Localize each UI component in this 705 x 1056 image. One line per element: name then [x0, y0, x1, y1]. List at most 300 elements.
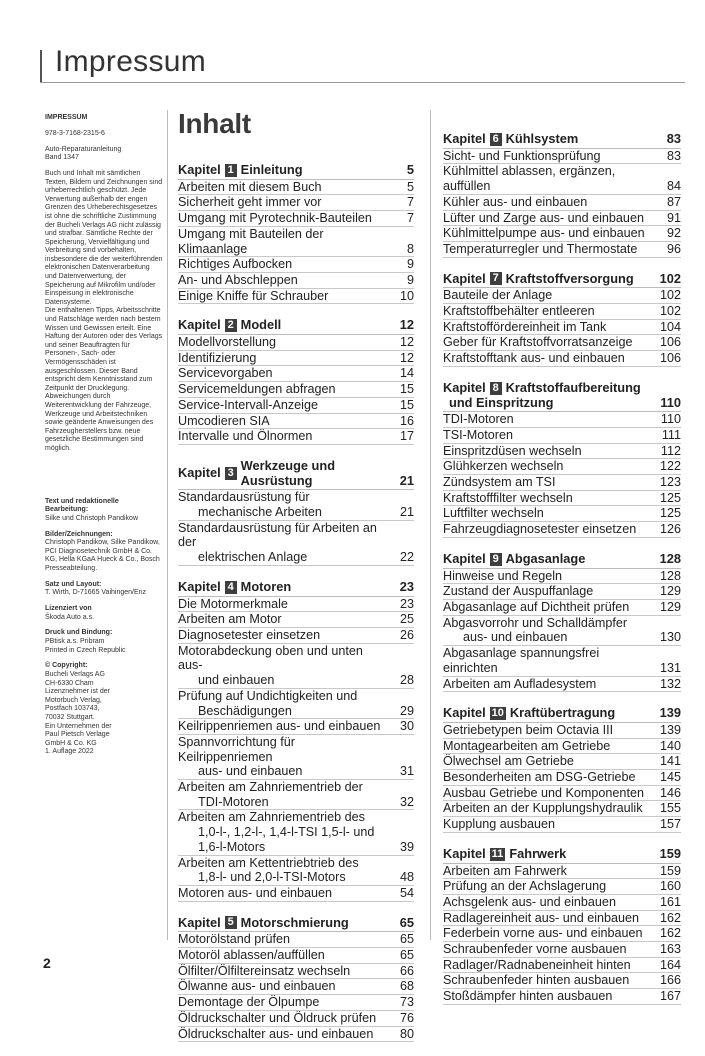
toc-entry-text	[178, 995, 392, 1010]
toc-entry	[178, 227, 414, 257]
toc-entry-title: TSI-Motoren	[443, 427, 513, 442]
toc-entry-title: Motoröl ablassen/auffüllen	[178, 948, 325, 963]
toc-entry-text	[443, 723, 659, 738]
toc-entry-page: 140	[659, 738, 681, 753]
toc-entry-title: Schraubenfeder hinten ausbauen	[443, 973, 630, 988]
chapter-page: 159	[659, 845, 681, 861]
toc-column-right	[443, 108, 681, 1019]
chapter-title: Kraftstoffaufbereitung	[505, 379, 641, 395]
toc-entry	[443, 288, 681, 304]
toc-entry-text	[178, 195, 392, 210]
chapter-heading	[178, 163, 414, 180]
toc-entry-page: 39	[399, 839, 414, 854]
toc-entry-page: 10	[399, 288, 414, 303]
chapter-number-badge: 6	[490, 133, 502, 146]
toc-entry-text	[178, 521, 392, 565]
toc-entry-continued: 1,0-l-, 1,2-l-, 1,4-l-TSI 1,5-l- und	[198, 825, 375, 840]
toc-entry-text	[443, 973, 659, 988]
chapter-word: Kapitel	[443, 379, 486, 395]
toc-entry	[178, 689, 414, 719]
toc-entry-title: Sicht- und Funktionsprüfung	[443, 148, 601, 163]
chapter-page: 5	[406, 162, 414, 177]
toc-entry-text	[443, 195, 659, 210]
toc-entry	[443, 304, 681, 320]
toc-entry-page: 7	[406, 211, 414, 226]
toc-entry-text	[178, 719, 392, 734]
toc-entry-title: Bauteile der Anlage	[443, 288, 553, 303]
chapter-number-badge: 8	[490, 382, 502, 395]
toc-entry-page: 104	[659, 319, 681, 334]
toc-entry-page: 29	[399, 703, 414, 718]
toc-entry-title: Öldruckschalter aus- und einbauen	[178, 1026, 374, 1041]
chapter-heading	[178, 318, 414, 335]
toc-entry-text	[443, 242, 659, 257]
imprint-copy-line: Motorbuch Verlag,	[45, 696, 102, 704]
toc-entry-text	[178, 257, 392, 272]
toc-chapter-7	[443, 272, 681, 367]
toc-entry	[443, 320, 681, 336]
toc-entry	[443, 428, 681, 444]
toc-entry-text	[443, 958, 659, 973]
toc-entry-page: 112	[660, 443, 681, 458]
toc-entry	[178, 490, 414, 520]
toc-entry	[178, 521, 414, 566]
chapter-title-continued: und Einspritzung	[449, 394, 554, 410]
toc-entry-title: Abgasanlage spannungsfrei einrichten	[443, 646, 600, 675]
toc-entry-page: 159	[659, 863, 681, 878]
toc-entry-title: Motoren aus- und einbauen	[178, 885, 333, 900]
imprint-layout-credit	[45, 581, 163, 598]
chapter-heading	[178, 580, 414, 597]
chapter-word: Kapitel	[443, 131, 486, 146]
toc-entry	[443, 459, 681, 475]
toc-entry-text	[443, 164, 659, 193]
chapter-title-group	[443, 552, 585, 567]
toc-entry	[178, 351, 414, 367]
toc-entry-text	[443, 288, 659, 303]
toc-entry-title: Modellvorstellung	[178, 335, 277, 350]
toc-entry	[178, 273, 414, 289]
toc-entry-title: Ölfilter/Ölfiltereinsatz wechseln	[178, 963, 351, 978]
toc-entry-title: Prüfung an der Achslagerung	[443, 879, 607, 894]
toc-entry-title: Kraftstofffilter wechseln	[443, 490, 573, 505]
toc-entry-page: 21	[399, 505, 414, 520]
toc-entry-page: 22	[399, 550, 414, 565]
toc-entry	[443, 723, 681, 739]
toc-entry-title: Servicevorgaben	[178, 366, 273, 381]
toc-entry	[178, 597, 414, 613]
toc-chapter-10	[443, 706, 681, 833]
toc-entry-page: 139	[659, 722, 681, 737]
toc-entry-continued: und einbauen	[198, 673, 275, 688]
toc-entry-continued: TDI-Motoren	[198, 794, 269, 809]
toc-entry-title: Kühlmittelpumpe aus- und einbauen	[443, 226, 645, 241]
chapter-title-group	[443, 272, 634, 287]
chapter-heading	[443, 706, 681, 723]
toc-entry	[178, 414, 414, 430]
chapter-number-badge: 2	[225, 319, 237, 332]
toc-entry-text	[443, 600, 659, 615]
column-divider-right	[430, 110, 431, 940]
toc-entry-page: 122	[659, 459, 681, 474]
toc-entry-text	[178, 211, 392, 226]
toc-entry-title: Umgang mit Pyrotechnik-Bauteilen	[178, 211, 372, 226]
chapter-number-badge: 10	[491, 707, 504, 720]
toc-entry	[178, 735, 414, 780]
toc-entry	[443, 801, 681, 817]
toc-entry-page: 7	[406, 195, 414, 210]
toc-entry	[178, 856, 414, 886]
toc-entry-title: Arbeiten am Fahrwerk	[443, 863, 567, 878]
toc-entry-page: 84	[666, 179, 681, 194]
toc-entry	[443, 958, 681, 974]
toc-entry-title: Kupplung ausbauen	[443, 817, 556, 832]
imprint-print-credit	[45, 629, 163, 655]
toc-entry-text	[178, 979, 392, 994]
toc-entry	[178, 886, 414, 902]
chapter-title-group	[443, 847, 566, 862]
chapter-title-block	[443, 847, 566, 862]
toc-entry	[178, 612, 414, 628]
imprint-copy-credit	[45, 662, 163, 757]
toc-entry-text	[443, 677, 659, 692]
toc-left-list	[178, 163, 414, 1042]
chapter-number-badge: 1	[225, 164, 237, 177]
toc-entry-title: Prüfung auf Undichtigkeiten und	[178, 688, 358, 703]
chapter-page: 128	[659, 550, 681, 566]
toc-chapter-9	[443, 552, 681, 692]
chapter-heading	[443, 272, 681, 289]
chapter-heading	[443, 381, 681, 412]
toc-entry-title: Stoßdämpfer hinten ausbauen	[443, 989, 613, 1004]
toc-entry-text	[178, 886, 392, 901]
imprint-isbn: 978-3-7168-2315-6	[45, 129, 105, 137]
toc-entry-page: 23	[399, 596, 414, 611]
chapter-word: Kapitel	[178, 317, 221, 333]
imprint-license-value: Škoda Auto a.s.	[45, 613, 95, 621]
chapter-title-group	[178, 916, 349, 931]
toc-entry-text	[178, 628, 392, 643]
toc-entry-text	[443, 739, 659, 754]
chapter-number-badge: 7	[490, 272, 502, 285]
toc-entry	[443, 739, 681, 755]
toc-entry-page: 141	[659, 754, 681, 769]
toc-chapter-8	[443, 381, 681, 538]
toc-entry	[443, 646, 681, 676]
toc-entry-title: Radlagereinheit aus- und einbauen	[443, 910, 640, 925]
chapter-title-block	[443, 272, 634, 287]
toc-entry-title: Arbeiten am Kettentriebtrieb des	[178, 855, 359, 870]
toc-entry-title: Montagearbeiten am Getriebe	[443, 738, 611, 753]
chapter-page: 110	[660, 394, 681, 410]
toc-entry-text	[443, 475, 659, 490]
toc-entry-title: Intervalle und Ölnormen	[178, 429, 313, 444]
chapter-title: Fahrwerk	[509, 845, 567, 861]
chapter-title: Kühlsystem	[505, 131, 579, 146]
chapter-title: Einleitung	[240, 162, 303, 177]
toc-entry	[178, 932, 414, 948]
toc-entry-text	[178, 180, 392, 195]
imprint-layout-label: Satz und Layout:	[45, 580, 102, 588]
toc-entry-text	[178, 490, 392, 519]
imprint-images-label: Bilder/Zeichnungen:	[45, 530, 113, 538]
toc-entry-page: 54	[399, 885, 414, 900]
chapter-title-block	[178, 318, 281, 333]
toc-entry-text	[178, 964, 392, 979]
toc-entry	[443, 895, 681, 911]
imprint-copy-line: Paul Pietsch Verlage	[45, 731, 110, 739]
toc-entry-page: 92	[666, 226, 681, 241]
toc-entry	[178, 429, 414, 445]
toc-chapter-1	[178, 163, 414, 304]
toc-entry-title: Demontage der Ölpumpe	[178, 995, 320, 1010]
toc-entry-page: 110	[660, 412, 681, 427]
toc-entry-text	[443, 459, 659, 474]
imprint-series	[45, 146, 163, 163]
toc-entry-page: 65	[399, 948, 414, 963]
imprint-print-value1: PBtisk a.s. Pribram	[45, 638, 105, 645]
toc-entry-text	[443, 801, 659, 816]
chapter-word: Kapitel	[443, 270, 486, 286]
toc-entry-page: 96	[666, 241, 681, 256]
toc-entry-text	[443, 616, 659, 645]
toc-entry	[178, 335, 414, 351]
toc-entry	[443, 989, 681, 1005]
chapter-title-block	[443, 552, 585, 567]
toc-entry-text	[178, 382, 392, 397]
imprint-heading: IMPRESSUM	[45, 114, 88, 121]
toc-entry-page: 160	[659, 879, 681, 894]
toc-entry-text	[443, 770, 659, 785]
imprint-copy-line: GmbH & Co. KG	[45, 739, 97, 747]
imprint-images-value: Christoph Pandikow, Silke Pandikow, PCI Diagnosetechnik GmbH & Co. KG, Hella KGaA Hueck & Co., Bosch Presseabteilung.	[45, 539, 160, 572]
toc-entry-text	[178, 1011, 392, 1026]
toc-entry-page: 146	[659, 785, 681, 800]
chapter-title-block	[178, 580, 291, 595]
toc-entry-text	[178, 735, 392, 779]
toc-entry-title: Öldruckschalter und Öldruck prüfen	[178, 1010, 377, 1025]
chapter-title: Kraftstoffversorgung	[505, 270, 634, 286]
toc-entry-title: Geber für Kraftstoffvorratsanzeige	[443, 335, 633, 350]
toc-entry-page: 15	[399, 382, 414, 397]
toc-entry-title: Ausbau Getriebe und Komponenten	[443, 785, 644, 800]
toc-entry-text	[443, 412, 659, 427]
toc-entry	[178, 195, 414, 211]
toc-entry-title: Umcodieren SIA	[178, 413, 270, 428]
toc-entry	[443, 164, 681, 194]
imprint-copy-line: 70032 Stuttgart.	[45, 713, 95, 721]
chapter-number-badge: 4	[225, 581, 237, 594]
toc-entry-title: Die Motormerkmale	[178, 596, 288, 611]
toc-entry-page: 161	[659, 894, 681, 909]
toc-entry-page: 145	[659, 770, 681, 785]
toc-entry-title: Kühlmittel ablassen, ergänzen, auffüllen	[443, 164, 616, 194]
toc-entry-title: Hinweise und Regeln	[443, 568, 563, 583]
chapter-number-badge: 5	[225, 916, 237, 929]
toc-entry-title: Besonderheiten am DSG-Getriebe	[443, 770, 636, 785]
toc-entry-text	[178, 273, 392, 288]
chapter-page: 65	[399, 914, 414, 930]
toc-entry-title: Ölwechsel am Getriebe	[443, 754, 574, 769]
toc-entry-title: Arbeiten am Aufladesystem	[443, 676, 597, 691]
toc-entry-page: 163	[659, 942, 681, 957]
toc-entry-page: 5	[406, 179, 414, 194]
toc-chapter-2	[178, 318, 414, 445]
toc-entry-page: 131	[659, 660, 681, 675]
toc-entry-title: TDI-Motoren	[443, 412, 514, 427]
toc-entry-page: 48	[399, 870, 414, 885]
toc-entry-text	[443, 491, 659, 506]
toc-entry-page: 65	[399, 932, 414, 947]
toc-entry-text	[178, 227, 392, 256]
toc-entry-title: Richtiges Aufbocken	[178, 257, 293, 272]
toc-entry-title: Temperaturregler und Thermostate	[443, 241, 638, 256]
toc-entry-page: 76	[399, 1010, 414, 1025]
toc-entry	[443, 616, 681, 646]
toc-entry	[443, 149, 681, 165]
toc-entry-text	[443, 989, 659, 1004]
toc-entry-page: 80	[399, 1026, 414, 1041]
toc-entry-page: 106	[659, 335, 681, 350]
toc-entry	[443, 506, 681, 522]
toc-entry-page: 26	[399, 627, 414, 642]
toc-entry-title: Ölwanne aus- und einbauen	[178, 979, 336, 994]
imprint-copy-line: Lizenznehmer ist der	[45, 688, 110, 696]
toc-entry-page: 125	[659, 490, 681, 505]
toc-entry-title: Diagnosetester einsetzen	[178, 627, 321, 642]
toc-right-list	[443, 108, 681, 1005]
toc-entry	[443, 926, 681, 942]
toc-entry-page: 157	[659, 817, 681, 832]
toc-entry-text	[443, 335, 659, 350]
toc-entry-continued: Beschädigungen	[198, 703, 292, 718]
chapter-title-group	[178, 459, 400, 488]
toc-entry-title: Service-Intervall-Anzeige	[178, 397, 318, 412]
toc-entry-page: 126	[659, 522, 681, 537]
chapter-number-badge: 3	[225, 467, 237, 480]
toc-entry	[178, 1011, 414, 1027]
toc-chapter-6	[443, 132, 681, 258]
toc-entry	[443, 770, 681, 786]
toc-entry-continued: mechanische Arbeiten	[198, 505, 322, 520]
toc-entry-title: Motorabdeckung oben und unten aus-	[178, 643, 363, 673]
toc-entry-continued: aus- und einbauen	[198, 764, 303, 779]
toc-entry-title: Standardausrüstung für Arbeiten an der	[178, 520, 377, 550]
toc-entry	[443, 942, 681, 958]
toc-entry-page: 129	[659, 599, 681, 614]
chapter-page: 21	[399, 472, 414, 488]
toc-entry-title: Glühkerzen wechseln	[443, 459, 564, 474]
toc-entry-text	[443, 428, 659, 443]
toc-entry-title: Zustand der Auspuffanlage	[443, 584, 594, 599]
toc-entry-page: 14	[399, 366, 414, 381]
imprint-print-value2: Printed in Czech Republic	[45, 646, 126, 654]
imprint-copyright-text: Buch und Inhalt mit sämtlichen Texten, Bildern und Zeichnungen sind urheberrechtlich geschützt. Jede Verwertung außerhalb der engen Grenzen des Urheberechtsgesetzes ist ohne die schriftliche Zustimmung der Bucheli Verlags AG nicht zulässig und strafbar. Sämtliche Rechte der Speicherung, Vervielfältigung und Verbreitung sind vorbehalten, insbesondere die der weiterführenden elektronischen Datenverarbeitung und Datenverwertung, der Speicherung auf Mikrofilm und/oder Einspeisung in elektronische Datensysteme.	[45, 169, 163, 306]
chapter-word: Kapitel	[443, 705, 486, 721]
toc-entry-text	[178, 351, 392, 366]
chapter-word: Kapitel	[178, 914, 221, 930]
toc-entry-page: 102	[659, 304, 681, 319]
toc-entry	[178, 964, 414, 980]
toc-entry-title: Kraftstoffbehälter entleeren	[443, 304, 595, 319]
toc-entry	[443, 242, 681, 258]
toc-entry-page: 68	[399, 979, 414, 994]
toc-entry-title: Kraftstoffördereinheit im Tank	[443, 319, 607, 334]
toc-entry	[178, 398, 414, 414]
imprint-copy-line: CH-6330 Cham	[45, 679, 94, 687]
toc-entry	[443, 786, 681, 802]
chapter-title: Modell	[240, 317, 282, 333]
imprint-license-label: Lizenziert von	[45, 605, 92, 613]
toc-entry-page: 32	[399, 794, 414, 809]
toc-entry	[443, 412, 681, 428]
toc-entry-title: Arbeiten am Zahnriementrieb der	[178, 780, 363, 795]
toc-entry-page: 87	[666, 194, 681, 209]
imprint-layout-value: T. Wirth, D-71665 Vaihingen/Enz	[45, 589, 147, 597]
chapter-number-badge: 11	[491, 847, 504, 860]
toc-entry	[178, 257, 414, 273]
toc-entry-title: Abgasvorrohr und Schalldämpfer	[443, 615, 628, 630]
toc-entry	[443, 351, 681, 367]
toc-entry-text	[443, 584, 659, 599]
imprint-text-credit	[45, 498, 163, 524]
toc-entry-page: 102	[659, 288, 681, 303]
imprint-column	[45, 114, 163, 764]
toc-entry-title: Spannvorrichtung für Keilrippenriemen	[178, 734, 295, 764]
toc-entry-text	[443, 304, 659, 319]
imprint-disclaimer-text: Die enthaltenen Tipps, Arbeitsschritte und Ratschläge werden nach bestem Wissen und Gewissen erteilt. Eine Haftung der Autoren oder des Verlags und seiner Beauftragten für Personen-, Sach- oder Vermögensschäden ist ausgeschlossen. Dieser Band entspricht dem Kenntnisstand zum Zeitpunkt der Drucklegung. Abweichungen durch Weiterentwicklung der Fahrzeuge, Werkzeuge und Arbeitstechniken sowie geänderte Anweisungen des Fahrzeugherstellers bzw. neue gesetzliche Bestimmungen sind möglich.	[45, 307, 163, 452]
toc-entry-page: 164	[659, 957, 681, 972]
column-divider-left	[167, 110, 168, 940]
toc-entry	[443, 911, 681, 927]
toc-entry-page: 9	[406, 272, 414, 287]
toc-entry-title: Kraftstofftank aus- und einbauen	[443, 351, 625, 366]
chapter-heading	[178, 459, 414, 490]
chapter-title-group	[443, 381, 641, 396]
toc-entry	[443, 444, 681, 460]
toc-entry-title: Abgasanlage auf Dichtheit prüfen	[443, 599, 630, 614]
toc-entry-text	[178, 644, 392, 688]
toc-entry-text	[443, 926, 659, 941]
toc-entry-title: Motorölstand prüfen	[178, 932, 291, 947]
chapter-heading	[443, 132, 681, 149]
chapter-title-block	[178, 163, 303, 178]
toc-entry	[178, 366, 414, 382]
toc-entry-title: Arbeiten am Zahnriementrieb des	[178, 810, 365, 825]
toc-chapter-3	[178, 459, 414, 566]
toc-entry-text	[178, 1027, 392, 1042]
toc-entry-text	[443, 911, 659, 926]
toc-entry-page: 106	[659, 351, 681, 366]
toc-entry-title: Sicherheit geht immer vor	[178, 195, 322, 210]
toc-entry-text	[443, 351, 659, 366]
toc-entry-page: 73	[399, 995, 414, 1010]
toc-entry-text	[178, 612, 392, 627]
toc-entry	[443, 600, 681, 616]
chapter-title: Motorschmierung	[240, 914, 349, 930]
toc-entry-text	[443, 320, 659, 335]
toc-entry-page: 123	[659, 475, 681, 490]
toc-entry	[178, 995, 414, 1011]
chapter-page: 139	[659, 705, 681, 721]
toc-entry-page: 30	[399, 719, 414, 734]
toc-entry-title: Achsgelenk aus- und einbauen	[443, 894, 616, 909]
toc-entry-title: Einige Kniffe für Schrauber	[178, 288, 329, 303]
toc-entry-continued: elektrischen Anlage	[198, 550, 308, 565]
toc-entry-title: Lüfter und Zarge aus- und einbauen	[443, 210, 644, 225]
chapter-title-group	[178, 580, 291, 595]
toc-entry-title: An- und Abschleppen	[178, 272, 298, 287]
